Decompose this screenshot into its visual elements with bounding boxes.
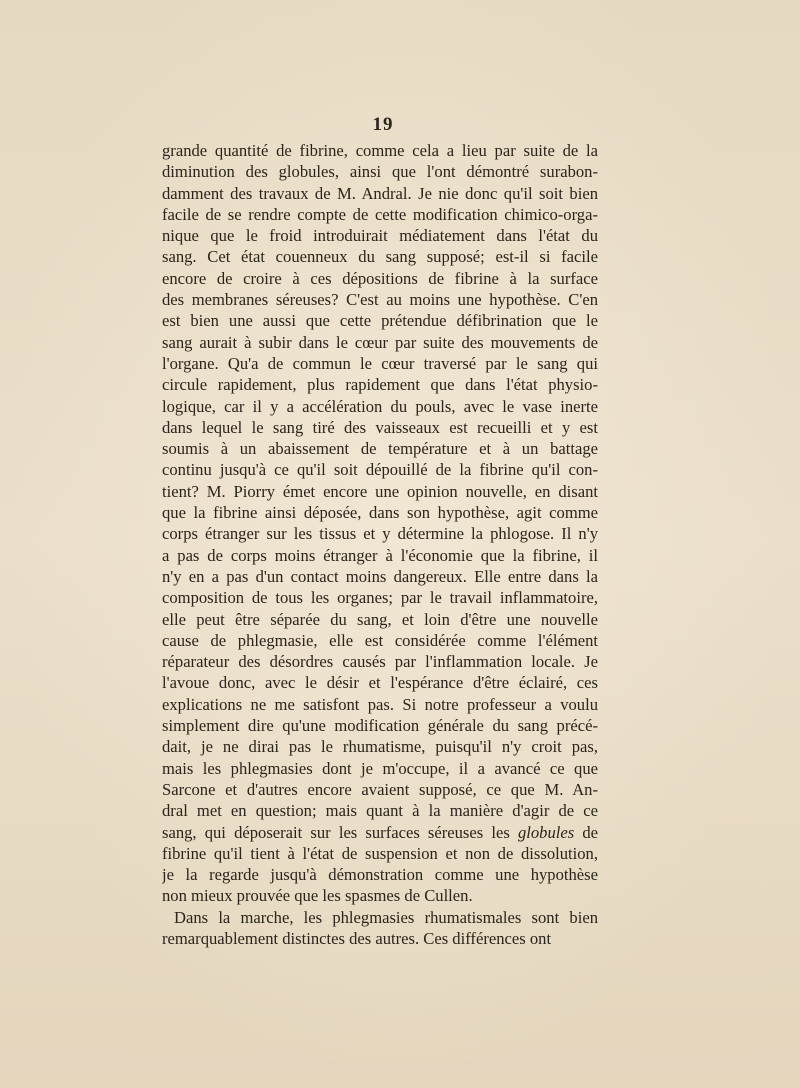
text-line: corps étranger sur les tissus et y détermine la phlogose. Il n'y (162, 524, 598, 544)
text-line: est bien une aussi que cette prétendue défibrination que le (162, 311, 598, 331)
page-number: 19 (372, 114, 394, 135)
text-line: damment des travaux de M. Andral. Je nie donc qu'il soit bien (162, 183, 598, 203)
text-line: elle peut être séparée du sang, et loin d'être une nouvelle (162, 609, 598, 629)
text-line: que la fibrine ainsi déposée, dans son hypothèse, agit comme (162, 503, 598, 523)
text-line: Dans la marche, les phlegmasies rhumatismales sont bien (174, 907, 598, 927)
text-line: je la regarde jusqu'à démonstration comme une hypothèse (162, 865, 598, 885)
text-line: facile de se rendre compte de cette modification chimico-orga- (162, 204, 598, 224)
text-line: soumis à un abaissement de température et à un battage (162, 439, 598, 459)
text-line: réparateur des désordres causés par l'inflammation locale. Je (162, 652, 598, 672)
body-text (162, 140, 598, 949)
text-line: mais les phlegmasies dont je m'occupe, il a avancé ce que (162, 758, 598, 778)
text-line: dral met en question; mais quant à la manière d'agir de ce (162, 801, 598, 821)
text-line: cause de phlegmasie, elle est considérée comme l'élément (162, 630, 598, 650)
text-line: non mieux prouvée que les spasmes de Cullen. (162, 886, 473, 906)
text-line: n'y en a pas d'un contact moins dangereux. Elle entre dans la (162, 566, 598, 586)
text-line: diminution des globules, ainsi que l'ont démontré surabon- (162, 162, 598, 182)
text-line: simplement dire qu'une modification générale du sang précé- (162, 716, 598, 736)
text-line: remarquablement distinctes des autres. Ces différences ont (162, 928, 552, 948)
text-line: sang aurait à subir dans le cœur par suite des mouvements de (162, 332, 598, 352)
text-line: nique que le froid introduirait médiatement dans l'état du (162, 226, 598, 246)
text-line: des membranes séreuses? C'est au moins une hypothèse. C'en (162, 290, 598, 310)
text-line: sang, qui déposerait sur les surfaces séreuses les globules de (162, 822, 598, 842)
text-line: grande quantité de fibrine, comme cela a lieu par suite de la (162, 141, 598, 160)
text-line: explications ne me satisfont pas. Si notre professeur a voulu (162, 694, 598, 714)
text-line: dans lequel le sang tiré des vaisseaux est recueilli et y est (162, 417, 598, 437)
text-line: a pas de corps moins étranger à l'économie que la fibrine, il (162, 545, 598, 565)
text-line: encore de croire à ces dépositions de fibrine à la surface (162, 268, 598, 288)
text-line: composition de tous les organes; par le travail inflammatoire, (162, 588, 598, 608)
text-line: fibrine qu'il tient à l'état de suspension et non de dissolution, (162, 843, 598, 863)
text-line: sang. Cet état couenneux du sang supposé; est-il si facile (162, 247, 598, 267)
text-line: logique, car il y a accélération du pouls, avec le vase inerte (162, 396, 598, 416)
text-line: continu jusqu'à ce qu'il soit dépouillé de la fibrine qu'il con- (162, 460, 598, 480)
text-line: tient? M. Piorry émet encore une opinion nouvelle, en disant (162, 481, 598, 501)
text-line: l'organe. Qu'a de commun le cœur traversé par le sang qui (162, 353, 598, 373)
text-line: l'avoue donc, avec le désir et l'espérance d'être éclairé, ces (162, 673, 598, 693)
text-line: Sarcone et d'autres encore avaient supposé, ce que M. An- (162, 779, 598, 799)
text-line: circule rapidement, plus rapidement que dans l'état physio- (162, 375, 598, 395)
text-line: dait, je ne dirai pas le rhumatisme, puisqu'il n'y croit pas, (162, 737, 598, 757)
